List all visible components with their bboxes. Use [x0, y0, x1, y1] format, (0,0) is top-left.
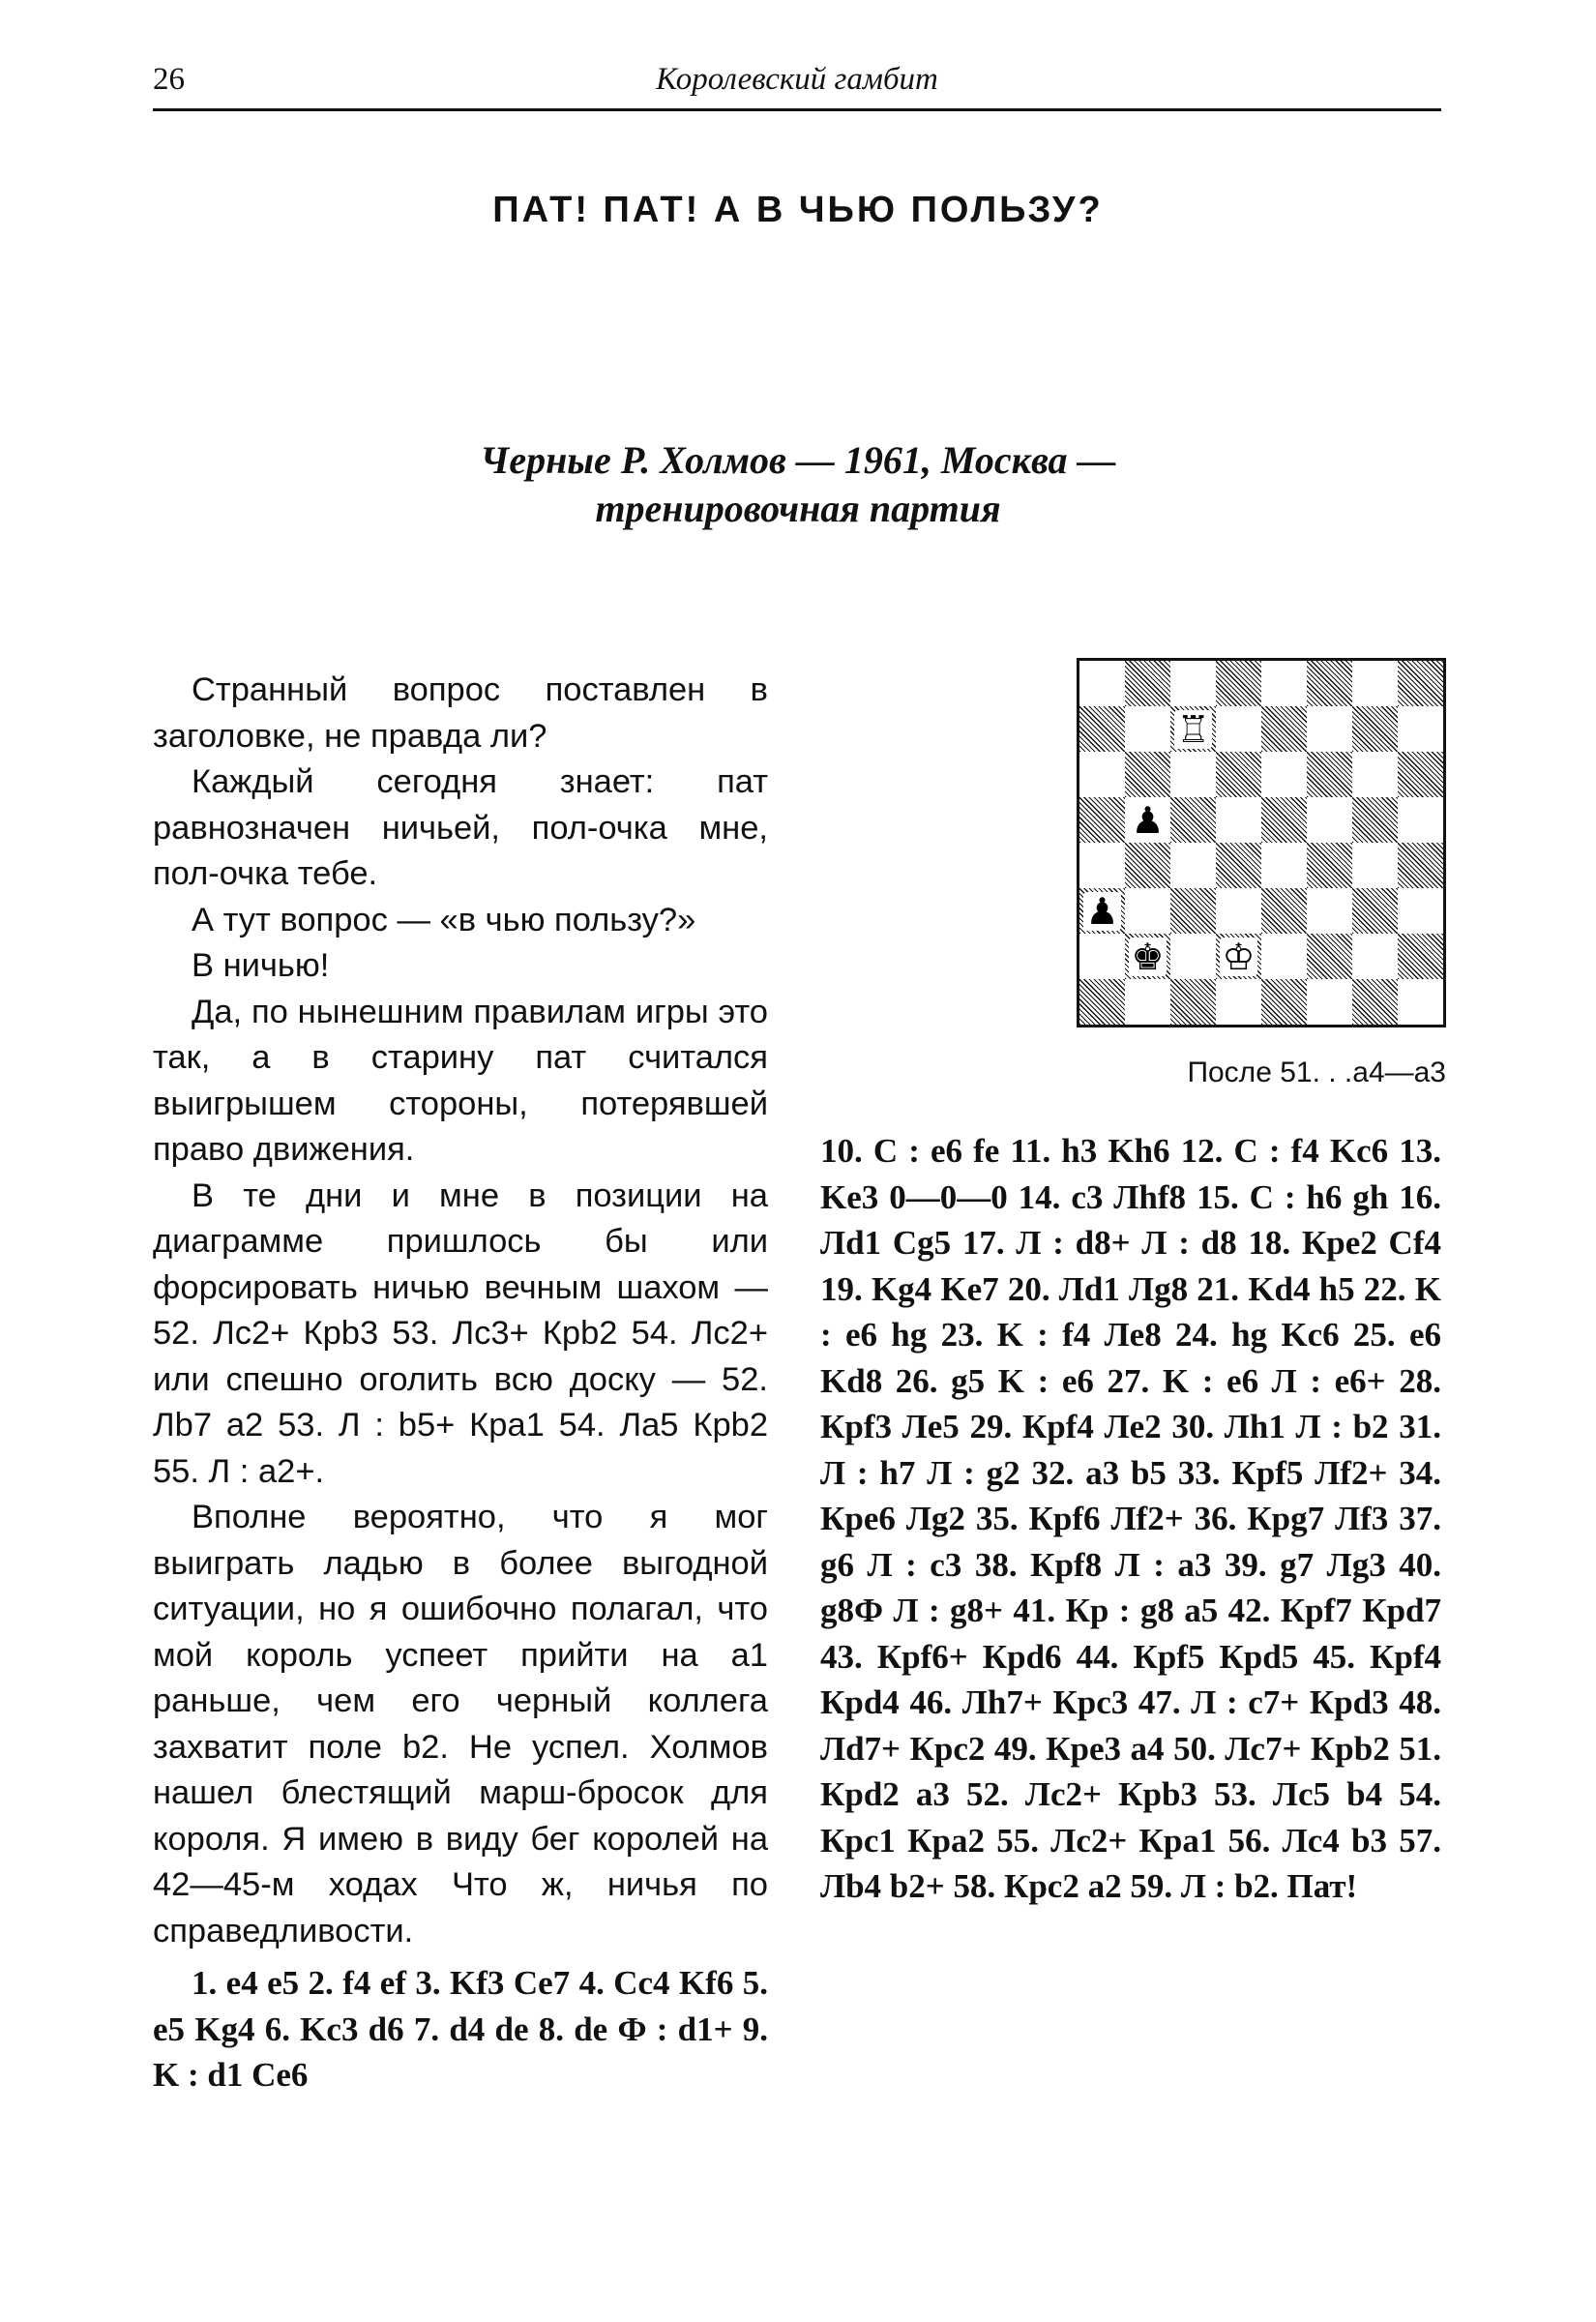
- board-square-b6: [1125, 752, 1170, 797]
- board-square-b2: [1125, 934, 1170, 979]
- game-moves-part2: 10. C : e6 fe 11. h3 Kh6 12. C : f4 Kc6 13. Ke3 0—0—0 14. c3 Лhf8 15. C : h6 gh 16. Лd1 Cg5 17. Л : d8+ Л : d8 18. Кpe2 Cf4 19. Kg4 Ke7 20. Лd1 Лg8 21. Kd4 h5 22. K : e6 hg 23. K : f4 Лe8 24. hg Kc6 25. e6 Kd8 26. g5 K : e6 27. K : e6 Л : e6+ 28. Кpf3 Лe5 29. Кpf4 Лe2 30. Лh1 Л : b2 31. Л : h7 Л : g2 32. a3 b5 33. Кpf5 Лf2+ 34. Кpe6 Лg2 35. Кpf6 Лf2+ 36. Кpg7 Лf3 37. g6 Л : c3 38. Кpf8 Л : a3 39. g7 Лg3 40. g8Ф Л : g8+ 41. Кp : g8 a5 42. Кpf7 Кpd7 43. Кpf6+ Кpd6 44. Кpf5 Кpd5 45. Кpf4 Кpd4 46. Лh7+ Кpc3 47. Л : c7+ Кpd3 48. Лd7+ Кpc2 49. Кpe3 a4 50. Лc7+ Кpb2 51. Кpd2 a3 52. Лc2+ Кpb3 53. Лc5 b4 54. Кpc1 Кpa2 55. Лc2+ Кpa1 56. Лc4 b3 57. Лb4 b2+ 58. Кpc2 a2 59. Л : b2. Пат!: [820, 1132, 1441, 1905]
- board-square-e4: [1261, 843, 1307, 888]
- paragraph: Вполне вероятно, что я мог выиграть ладью в более выгодной ситуации, но я ошибочно полагал, что мой король успеет прийти на a1 раньше, чем его черный коллега захватит поле b2. Не успел. Холмов нашел блестящий марш-бросок для короля. Я имею в виду бег королей на 42—45-м ходах Что ж, ничья по справедливости.: [153, 1499, 768, 1950]
- board-square-d5: [1216, 797, 1261, 843]
- board-square-d2: [1216, 934, 1261, 979]
- page-header: [153, 56, 1441, 101]
- board-square-e2: [1261, 934, 1307, 979]
- paragraph: Странный вопрос поставлен в заголовке, не правда ли?: [153, 671, 768, 755]
- chess-diagram: [1077, 658, 1446, 1027]
- board-square-d4: [1216, 843, 1261, 888]
- board-square-e5: [1261, 797, 1307, 843]
- paragraph: В ничью!: [192, 947, 330, 984]
- board-square-c1: [1170, 979, 1216, 1025]
- board-square-g1: [1352, 979, 1398, 1025]
- board-square-f6: [1307, 752, 1352, 797]
- board-square-h8: [1398, 661, 1443, 706]
- paragraph: А тут вопрос — «в чью пользу?»: [192, 901, 696, 938]
- board-square-g4: [1352, 843, 1398, 888]
- board-square-d3: [1216, 888, 1261, 934]
- board-square-e6: [1261, 752, 1307, 797]
- game-subtitle-line2: тренировочная партия: [595, 487, 1001, 530]
- board-square-a5: [1079, 797, 1125, 843]
- board-square-g8: [1352, 661, 1398, 706]
- board-square-f2: [1307, 934, 1352, 979]
- board-square-f8: [1307, 661, 1352, 706]
- game-subtitle-line1: Черные Р. Холмов — 1961, Москва —: [480, 438, 1116, 482]
- board-square-f3: [1307, 888, 1352, 934]
- board-square-e3: [1261, 888, 1307, 934]
- board-square-b4: [1125, 843, 1170, 888]
- board-square-e7: [1261, 706, 1307, 752]
- board-square-g5: [1352, 797, 1398, 843]
- board-square-f4: [1307, 843, 1352, 888]
- board-square-c4: [1170, 843, 1216, 888]
- board-square-c3: [1170, 888, 1216, 934]
- board-square-h7: [1398, 706, 1443, 752]
- game-moves-part1: 1. e4 e5 2. f4 ef 3. Kf3 Ce7 4. Cc4 Kf6 5. e5 Kg4 6. Kc3 d6 7. d4 de 8. de Ф : d1+ 9. K : d1 Ce6: [153, 1964, 768, 2094]
- board-square-a4: [1079, 843, 1125, 888]
- board-square-e1: [1261, 979, 1307, 1025]
- board-square-c8: [1170, 661, 1216, 706]
- white-rook-icon: ♖: [1176, 707, 1210, 751]
- board-square-b5: [1125, 797, 1170, 843]
- board-square-a1: [1079, 979, 1125, 1025]
- board-square-a7: [1079, 706, 1125, 752]
- black-pawn-icon: ♟: [1131, 798, 1165, 842]
- board-square-g6: [1352, 752, 1398, 797]
- board-square-c6: [1170, 752, 1216, 797]
- black-king-icon: ♚: [1131, 935, 1165, 978]
- board-square-a8: [1079, 661, 1125, 706]
- paragraph: Да, по нынешним правилам игры это так, а в старину пат считался выигрышем стороны, потерявшей право движения.: [153, 993, 768, 1168]
- board-square-f1: [1307, 979, 1352, 1025]
- board-square-c7: [1170, 706, 1216, 752]
- board-square-c2: [1170, 934, 1216, 979]
- board-square-h3: [1398, 888, 1443, 934]
- board-square-g3: [1352, 888, 1398, 934]
- paragraph: Каждый сегодня знает: пат равнозначен ничьей, пол-очка мне, пол-очка тебе.: [153, 763, 768, 892]
- board-square-d8: [1216, 661, 1261, 706]
- board-square-a2: [1079, 934, 1125, 979]
- board-square-f5: [1307, 797, 1352, 843]
- chapter-title: ПАТ! ПАТ! А В ЧЬЮ ПОЛЬЗУ?: [492, 190, 1104, 230]
- board-square-h4: [1398, 843, 1443, 888]
- page-number: 26: [153, 62, 185, 97]
- left-column: [153, 668, 768, 2099]
- board-square-d6: [1216, 752, 1261, 797]
- paragraph: В те дни и мне в позиции на диаграмме пришлось бы или форсировать ничью вечным шахом — 52. Лc2+ Кpb3 53. Лc3+ Кpb2 54. Лc2+ или спешно оголить всю доску — 52. Лb7 a2 53. Л : b5+ Кpa1 54. Лa5 Кpb2 55. Л : a2+.: [153, 1176, 768, 1490]
- board-square-h5: [1398, 797, 1443, 843]
- board-square-b1: [1125, 979, 1170, 1025]
- board-square-a6: [1079, 752, 1125, 797]
- board-square-g7: [1352, 706, 1398, 752]
- board-square-a3: [1079, 888, 1125, 934]
- board-square-b7: [1125, 706, 1170, 752]
- board-square-h2: [1398, 934, 1443, 979]
- board-square-f7: [1307, 706, 1352, 752]
- board-square-d1: [1216, 979, 1261, 1025]
- header-rule: [153, 108, 1441, 111]
- board-square-h1: [1398, 979, 1443, 1025]
- board-square-h6: [1398, 752, 1443, 797]
- running-title: Королевский гамбит: [656, 62, 938, 97]
- board-square-c5: [1170, 797, 1216, 843]
- board-square-b3: [1125, 888, 1170, 934]
- board-square-d7: [1216, 706, 1261, 752]
- board-square-e8: [1261, 661, 1307, 706]
- diagram-caption: После 51. . .a4—a3: [1187, 1057, 1446, 1088]
- white-king-icon: ♔: [1222, 935, 1256, 978]
- board-square-g2: [1352, 934, 1398, 979]
- board-square-b8: [1125, 661, 1170, 706]
- black-pawn-icon: ♟: [1085, 889, 1119, 933]
